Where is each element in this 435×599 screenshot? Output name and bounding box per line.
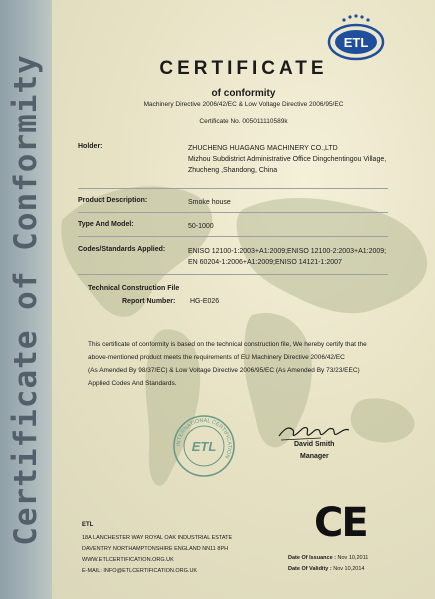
product-label: Product Description: <box>78 197 148 204</box>
logo-stars <box>342 14 369 21</box>
logo-text: ETL <box>343 35 369 50</box>
statement-line: This certificate of conformity is based on the technical construction file, We hereby certify that the <box>88 341 367 348</box>
ce-mark: CE <box>314 500 367 546</box>
codes-value <box>188 246 435 268</box>
issuance-value: Nov 10,2011 <box>337 555 369 561</box>
model-label: Type And Model: <box>78 221 134 228</box>
issuance-label: Date Of Issuance : <box>288 555 336 561</box>
conformity-statement <box>88 338 408 390</box>
certificate-title: CERTIFICATE <box>159 58 328 79</box>
model-value: 50-1000 <box>188 223 214 230</box>
signatory-name: David Smith <box>294 441 335 448</box>
codes-line: EN 60204-1:2006+A1:2009;ENISO 14121-1:2007 <box>188 259 342 266</box>
issuer-website: WWW.ETLCERTIFICATION.ORG.UK <box>82 557 174 563</box>
divider <box>78 188 388 189</box>
statement-line: (As Amended By 98/37/EC) & Low Voltage Directive 2006/95/EC (As Amended By 73/23/EEC) <box>88 367 360 374</box>
issuer-email: E-MAIL: INFO@ETLCERTIFICATION.ORG.UK <box>82 568 198 574</box>
statement-line: Applied Codes And Standards. <box>88 380 177 387</box>
holder-label: Holder: <box>78 143 103 150</box>
holder-line: Mizhou Subdistrict Administrative Office Dingchentingou Village, <box>188 156 387 163</box>
codes-label: Codes/Standards Applied: <box>78 246 166 253</box>
directive-line: Machinery Directive 2006/42/EC & Low Voltage Directive 2006/95/EC <box>143 101 344 108</box>
stamp-ring-text: INTERNATIONAL CERTIFICATION <box>175 417 233 460</box>
divider <box>78 212 388 213</box>
issuer-address-line: DAVENTRY NORTHAMPTONSHIRE ENGLAND NN11 8PH <box>82 546 229 552</box>
sidebar-band <box>0 0 52 599</box>
etl-stamp <box>172 414 236 478</box>
technical-file-title: Technical Construction File <box>88 285 180 292</box>
issuer-address-line: 18A LANCHESTER WAY ROYAL OAK INDUSTRIAL ESTATE <box>82 535 233 541</box>
validity-date <box>288 566 364 572</box>
statement-line: above-mentioned product meets the requirements of EU Machinery Directive 2006/42/EC <box>88 354 345 361</box>
validity-value: Nov 10,2014 <box>333 566 365 572</box>
product-value: Smoke house <box>188 199 231 206</box>
signatory-title: Manager <box>300 453 329 460</box>
sidebar-title: Certificate of Conformity <box>8 54 44 546</box>
report-number-value: HG-E026 <box>190 298 220 305</box>
issuer-name: ETL <box>82 522 94 528</box>
certificate-number: Certificate No. 005011110589k <box>199 118 288 125</box>
divider <box>78 236 388 237</box>
issuance-date <box>288 555 368 561</box>
codes-line: ENISO 12100-1:2003+A1:2009;ENISO 12100-2:2003+A1:2009; <box>188 248 387 255</box>
holder-line: Zhucheng ,Shandong, China <box>188 167 278 174</box>
certificate-subtitle: of conformity <box>211 88 276 99</box>
stamp-center-text: ETL <box>191 439 217 454</box>
holder-value <box>188 143 435 176</box>
validity-label: Date Of Validity : <box>288 566 332 572</box>
etl-logo <box>326 12 386 62</box>
holder-line: ZHUCHENG HUAGANG MACHINERY CO.,LTD <box>188 145 338 152</box>
divider <box>78 274 388 275</box>
report-number-label: Report Number: <box>122 298 176 305</box>
